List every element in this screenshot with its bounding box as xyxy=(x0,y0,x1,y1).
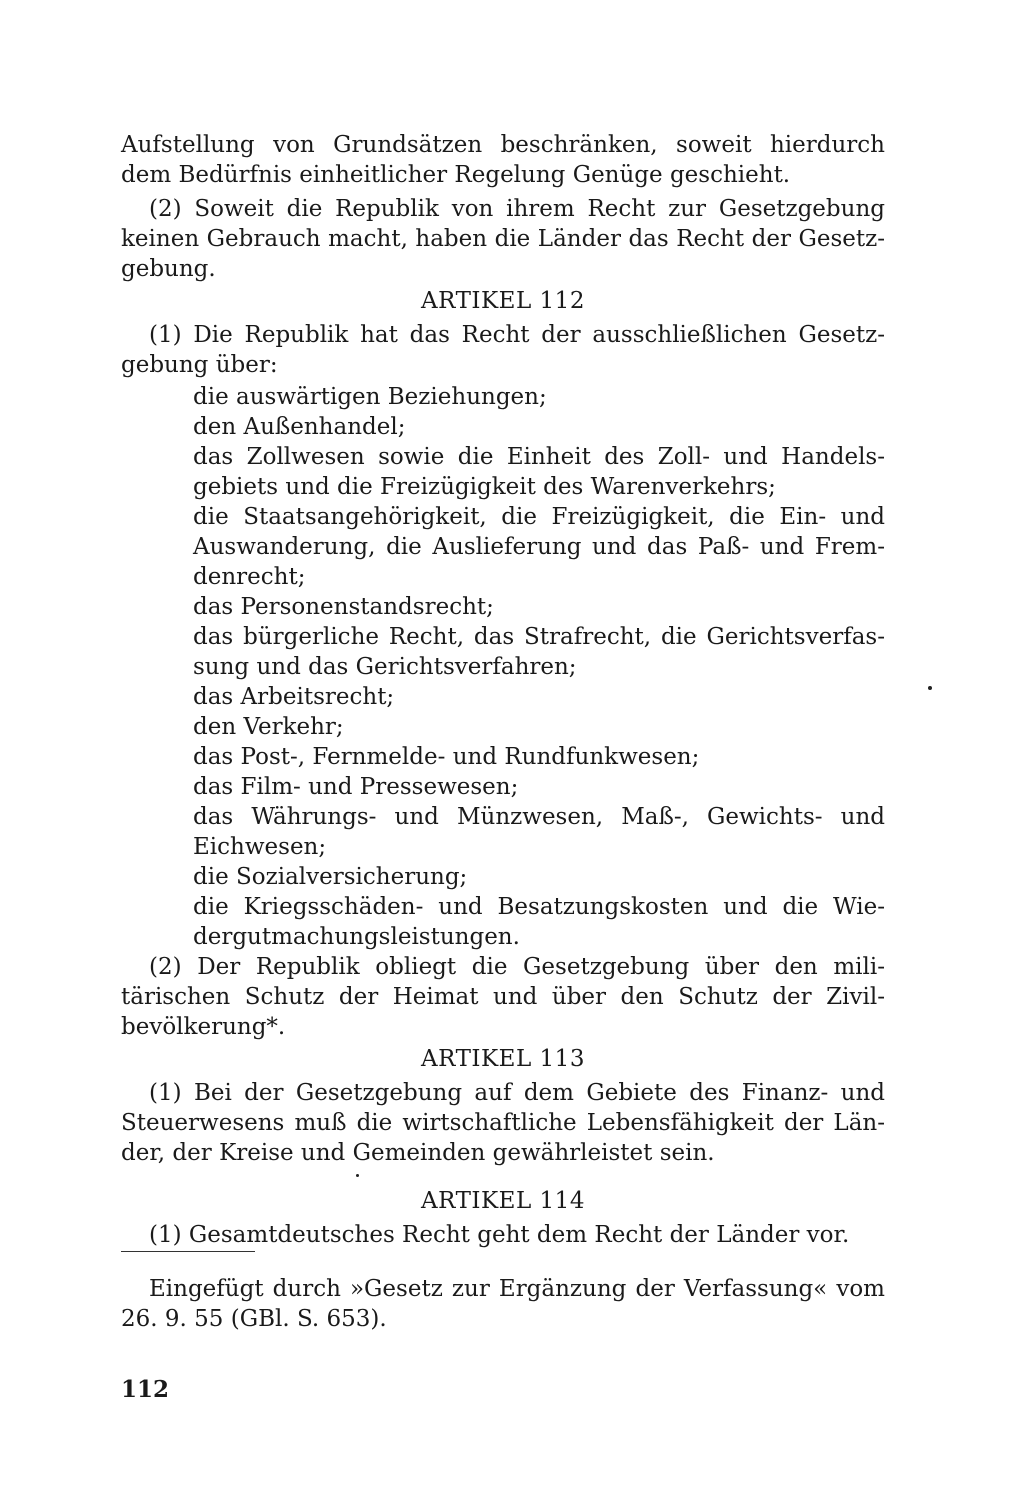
continuation-paragraph-2: (2) Soweit die Republik von ihrem Recht zur Gesetzgebung keinen Gebrauch macht, haben die Länder das Recht der Gesetz-gebung. xyxy=(121,196,885,282)
article-114-paragraph-1: (1) Gesamtdeutsches Recht geht dem Recht der Länder vor. xyxy=(149,1222,850,1248)
article-112-paragraph-1: (1) Die Republik hat das Recht der ausschließlichen Gesetz-gebung über: xyxy=(121,322,885,378)
list-item: das Personenstandsrecht; xyxy=(193,594,494,620)
article-112-heading: ARTIKEL 112 xyxy=(421,288,585,314)
article-112-list xyxy=(193,382,885,952)
list-item: das Post-, Fernmelde- und Rundfunkwesen; xyxy=(193,744,700,770)
list-item: das bürgerliche Recht, das Strafrecht, die Gerichtsverfas-sung und das Gerichtsverfahren; xyxy=(193,624,885,680)
print-speck xyxy=(928,686,932,690)
article-114-heading: ARTIKEL 114 xyxy=(421,1188,585,1214)
article-113-heading: ARTIKEL 113 xyxy=(421,1046,585,1072)
list-item: den Verkehr; xyxy=(193,714,344,740)
list-item: das Währungs- und Münzwesen, Maß-, Gewichts- und Eichwesen; xyxy=(193,804,885,860)
list-item: die auswärtigen Beziehungen; xyxy=(193,384,547,410)
list-item: das Film- und Pressewesen; xyxy=(193,774,519,800)
page-body xyxy=(121,130,885,1250)
list-item: die Kriegsschäden- und Besatzungskosten und die Wie-dergutmachungsleistungen. xyxy=(193,894,885,950)
article-113-paragraph-1: (1) Bei der Gesetzgebung auf dem Gebiete des Finanz- und Steuerwesens muß die wirtschaftliche Lebensfähigkeit der Län-der, der Kreise und Gemeinden gewährleistet sein. xyxy=(121,1080,885,1166)
list-item: die Staatsangehörigkeit, die Freizügigkeit, die Ein- und Auswanderung, die Auslieferung und das Paß- und Frem-denrecht; xyxy=(193,504,885,590)
list-item: das Zollwesen sowie die Einheit des Zoll- und Handels-gebiets und die Freizügigkeit des Warenverkehrs; xyxy=(193,444,885,500)
page-number: 112 xyxy=(121,1376,170,1403)
section-spacer xyxy=(121,1168,885,1184)
list-item: den Außenhandel; xyxy=(193,414,406,440)
footnote-divider xyxy=(121,1251,255,1252)
list-item: die Sozialversicherung; xyxy=(193,864,468,890)
print-speck xyxy=(356,1174,359,1177)
list-item: das Arbeitsrecht; xyxy=(193,684,395,710)
footnote: Eingefügt durch »Gesetz zur Ergänzung der Verfassung« vom 26. 9. 55 (GBl. S. 653). xyxy=(121,1276,885,1332)
continuation-paragraph-1: Aufstellung von Grundsätzen beschränken, soweit hierdurch dem Bedürfnis einheitlicher Regelung Genüge geschieht. xyxy=(121,132,885,188)
article-112-paragraph-2: (2) Der Republik obliegt die Gesetzgebung über den mili-tärischen Schutz der Heimat und über den Schutz der Zivil-bevölkerung*. xyxy=(121,954,885,1040)
